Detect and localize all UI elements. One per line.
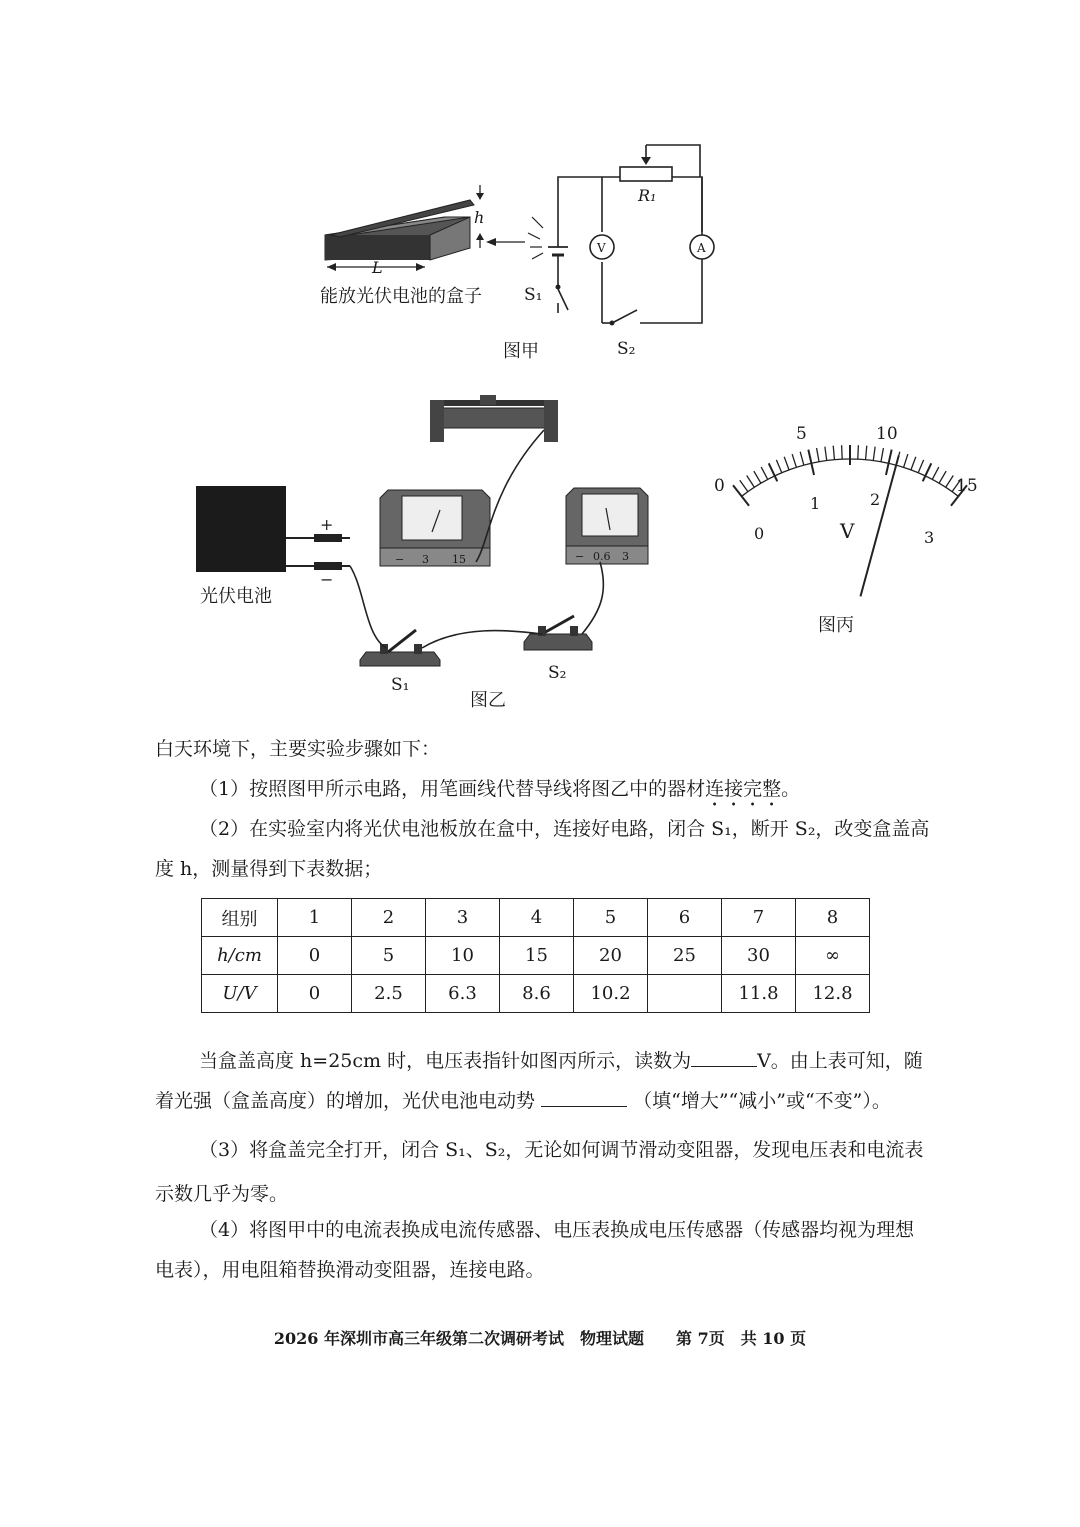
photovoltaic-box	[325, 200, 474, 260]
a-terminal-neg: −	[575, 550, 585, 563]
caption-jia: 图甲	[503, 341, 539, 362]
h-label: h	[474, 208, 485, 227]
table-cell: ∞	[796, 937, 870, 975]
outer-tick-0: 0	[714, 476, 725, 496]
meter-pointer	[860, 456, 898, 597]
table-header: 组别	[202, 899, 278, 937]
table-cell: 8	[796, 899, 870, 937]
table-header: U/V	[202, 975, 278, 1013]
box-label: 能放光伏电池的盒子	[320, 286, 482, 307]
scale-tick	[904, 454, 908, 467]
inner-tick-0: 0	[754, 524, 765, 543]
table-cell: 12.8	[796, 975, 870, 1013]
scale-tick	[792, 454, 796, 467]
table-cell: 11.8	[722, 975, 796, 1013]
scale-tick	[866, 446, 867, 460]
inner-tick-2: 2	[870, 490, 881, 509]
answer-blank-reading[interactable]	[691, 1046, 757, 1067]
rheostat-r1	[620, 167, 672, 181]
ammeter-device	[566, 488, 648, 564]
yi-s2-label: S₂	[548, 663, 567, 683]
scale-tick	[911, 457, 916, 470]
table-cell: 15	[500, 937, 574, 975]
table-cell: 5	[352, 937, 426, 975]
scale-tick	[918, 460, 923, 473]
scale-tick	[873, 447, 875, 461]
table-header: h/cm	[202, 937, 278, 975]
scale-tick	[858, 445, 859, 459]
L-label: L	[372, 258, 383, 277]
table-cell: 30	[722, 937, 796, 975]
table-cell: 8.6	[500, 975, 574, 1013]
voltmeter-letter: V	[597, 241, 606, 255]
caption-bing: 图丙	[818, 615, 854, 636]
data-table	[201, 898, 870, 1013]
scale-tick	[784, 457, 789, 470]
table-cell: 10	[426, 937, 500, 975]
footer-page: 第 7页 共 10 页	[676, 1329, 807, 1348]
a-terminal-06: 0.6	[593, 550, 611, 563]
v-terminal-neg: −	[395, 553, 405, 566]
step1-c: 。	[781, 778, 801, 800]
s1-label: S₁	[524, 285, 543, 305]
step4-text: （4）将图甲中的电流表换成电流传感器、电压表换成电压传感器（传感器均视为理想电表），用电阻箱替换滑动变阻器，连接电路。	[155, 1219, 915, 1281]
meter-scale	[733, 445, 967, 506]
scale-tick	[761, 467, 768, 479]
ammeter-letter: A	[697, 241, 706, 255]
scale-tick	[747, 476, 755, 488]
switch-s2	[614, 310, 637, 322]
caption-yi: 图乙	[470, 690, 506, 710]
plus-label: +	[320, 515, 334, 534]
table-cell: 20	[574, 937, 648, 975]
voltmeter-device	[380, 490, 490, 566]
figure-yi	[190, 390, 670, 710]
scale-tick	[932, 467, 939, 479]
outer-tick-15: 15	[956, 476, 978, 496]
table-cell: 10.2	[574, 975, 648, 1013]
scale-tick	[800, 452, 804, 466]
yi-s1-label: S₁	[391, 675, 410, 695]
r1-label: R₁	[638, 186, 657, 205]
table-row-groups	[202, 899, 870, 937]
scale-tick	[817, 448, 819, 462]
table-row-u	[202, 975, 870, 1013]
outer-tick-5: 5	[796, 424, 807, 444]
table-cell: 6	[648, 899, 722, 937]
table-cell: 25	[648, 937, 722, 975]
table-cell: 0	[278, 975, 352, 1013]
table-cell: 6.3	[426, 975, 500, 1013]
pv-panel	[196, 486, 286, 572]
inner-tick-1: 1	[810, 494, 821, 513]
table-cell: 2	[352, 899, 426, 937]
question-text	[155, 1041, 930, 1121]
s2-label: S₂	[617, 339, 636, 359]
scale-tick	[833, 446, 834, 460]
step3-text: （3）将盒盖完全打开，闭合 S₁、S₂，无论如何调节滑动变阻器，发现电压表和电流表示数几乎为零。	[155, 1139, 924, 1205]
table-cell: 3	[426, 899, 500, 937]
answer-blank-emf[interactable]	[541, 1086, 627, 1107]
question-a: 当盒盖高度 h=25cm 时，电压表指针如图丙所示，读数为	[199, 1050, 692, 1072]
question-c: （填“增大”“减小”或“不变”）。	[633, 1090, 891, 1112]
step1-text	[155, 769, 930, 811]
table-cell-blank[interactable]	[648, 975, 722, 1013]
minus-label: −	[320, 570, 334, 589]
scale-tick	[740, 480, 748, 491]
table-cell: 5	[574, 899, 648, 937]
v-terminal-3: 3	[422, 553, 429, 566]
footer-exam: 2026 年深圳市高三年级第二次调研考试 物理试题	[273, 1329, 644, 1348]
step1-a: （1）按照图甲所示电路，用笔画线代替导线将图乙中的器材	[199, 778, 706, 800]
table-cell: 2.5	[352, 975, 426, 1013]
inner-tick-3: 3	[924, 528, 935, 547]
table-cell: 4	[500, 899, 574, 937]
table-row-h	[202, 937, 870, 975]
table-cell: 0	[278, 937, 352, 975]
intro-text: 白天环境下，主要实验步骤如下：	[155, 738, 441, 760]
light-rays-icon	[528, 217, 543, 259]
table-cell: 1	[278, 899, 352, 937]
switch-s1	[558, 289, 568, 310]
scale-tick	[754, 471, 761, 483]
a-terminal-3: 3	[622, 550, 629, 563]
step1-b: 连接完整	[705, 778, 782, 800]
scale-tick	[842, 445, 843, 459]
outer-tick-10: 10	[876, 424, 898, 444]
table-cell: 7	[722, 899, 796, 937]
scale-tick	[825, 447, 827, 461]
meter-unit: V	[840, 519, 855, 543]
scale-tick	[733, 485, 749, 505]
scale-tick	[881, 448, 883, 462]
scale-tick	[776, 460, 781, 473]
v-terminal-15: 15	[452, 553, 466, 566]
figure-bing	[700, 405, 1000, 645]
question-b: V。由上表可知，随着光强（盒盖高度）的增加，光伏电池电动势	[155, 1050, 923, 1112]
page-footer	[0, 1326, 1080, 1349]
pv-panel-label: 光伏电池	[200, 586, 272, 607]
scale-tick	[946, 476, 954, 488]
switch-s1-device	[360, 630, 440, 666]
step2-text: （2）在实验室内将光伏电池板放在盒中，连接好电路，闭合 S₁，断开 S₂，改变盒盖高度 h，测量得到下表数据；	[155, 818, 930, 880]
scale-tick	[939, 471, 946, 483]
figure-jia	[300, 135, 740, 365]
